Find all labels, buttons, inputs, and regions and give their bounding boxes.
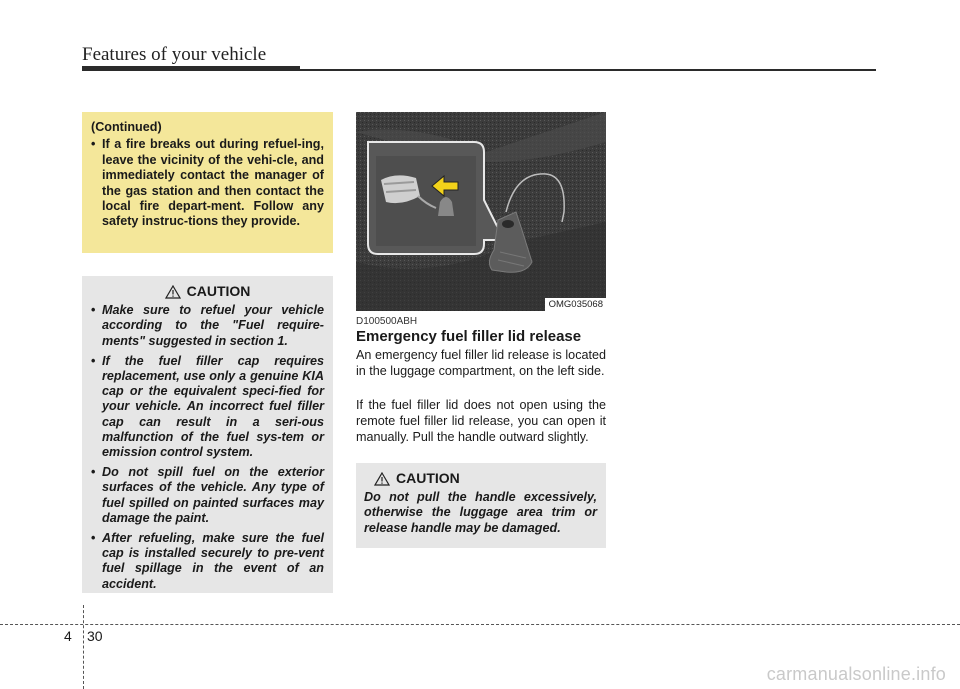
section-title: Emergency fuel filler lid release [356, 328, 582, 345]
bullet: • [91, 137, 96, 152]
header-rule-thin [300, 69, 876, 71]
body-paragraph: An emergency fuel filler lid release is located in the luggage compartment, on the left side. [356, 348, 606, 378]
caution-text: Do not pull the handle excessively, otherwise the luggage area trim or release handle may be damaged. [364, 490, 597, 535]
caution-item [91, 303, 324, 349]
caution-item [91, 354, 324, 460]
caution-item [91, 465, 324, 526]
warning-item [91, 137, 324, 229]
caution-item-text: If the fuel filler cap requires replacement, use only a genuine KIA cap or the equivalent speci-fied for your vehicle. An incorrect fuel filler cap can result in a seri-ous malfunction of the fuel sys-tem or emission control system. [102, 353, 324, 460]
bullet: • [91, 303, 96, 318]
caution-box-right [356, 463, 606, 548]
section-code: D100500ABH [356, 316, 418, 327]
bullet: • [91, 531, 96, 546]
caution-heading-right [364, 471, 597, 486]
caution-title: CAUTION [396, 470, 460, 486]
warning-continued: (Continued) [91, 120, 162, 134]
bullet: • [91, 465, 96, 480]
fuel-lid-release-illustration [356, 112, 606, 311]
warning-triangle-icon [165, 285, 181, 299]
footer-rule [0, 624, 960, 625]
header-title: Features of your vehicle [82, 44, 267, 65]
page-number: 30 [87, 628, 103, 644]
body-paragraph: If the fuel filler lid does not open using the remote fuel filler lid release, you can open it manually. Pull the handle outward slightly. [356, 398, 606, 444]
header-rule-thick [82, 66, 300, 71]
warning-item-text: If a fire breaks out during refuel-ing, leave the vicinity of the vehi-cle, and immediately contact the manager of the gas station and then contact the local fire depart-ment. Follow any safety instruc-tions they provide. [102, 137, 324, 229]
chapter-number: 4 [64, 628, 72, 644]
warning-triangle-icon [374, 472, 390, 486]
bullet: • [91, 353, 96, 368]
watermark: carmanualsonline.info [766, 664, 946, 684]
caution-item-text: Make sure to refuel your vehicle according to the "Fuel require-ments" suggested in section 1. [102, 303, 324, 348]
caution-item-text: After refueling, make sure the fuel cap is installed securely to pre-vent fuel spillage in the event of an accident. [102, 531, 324, 591]
caution-title: CAUTION [186, 283, 251, 299]
figure-label: OMG035068 [545, 298, 606, 311]
warning-box [82, 112, 333, 253]
footer-divider [83, 605, 84, 689]
luggage-compartment-photo [356, 112, 606, 311]
caution-heading-left [91, 284, 324, 299]
caution-item [91, 531, 324, 592]
caution-item-text: Do not spill fuel on the exterior surfaces of the vehicle. Any type of fuel spilled on painted surfaces may damage the paint. [102, 465, 324, 525]
caution-box-left [82, 276, 333, 593]
